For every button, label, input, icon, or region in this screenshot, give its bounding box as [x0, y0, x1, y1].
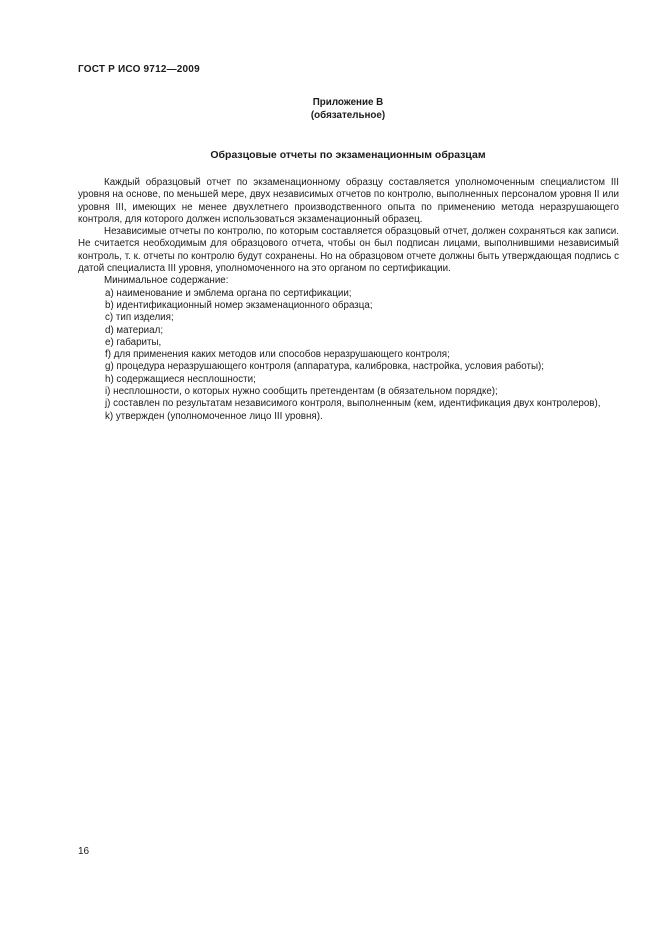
list-item: d) материал;: [105, 324, 164, 336]
list-item: j) составлен по результатам независимого контроля, выполненным (кем, идентификация двух контролеров),: [105, 398, 601, 410]
annex-label: Приложение В: [312, 97, 384, 108]
list-item: i) несплошности, о которых нужно сообщить претендентам (в обязательном порядке);: [105, 386, 498, 398]
list-item: c) тип изделия;: [105, 312, 174, 324]
paragraph-minimal-content: Минимальное содержание:: [104, 275, 229, 287]
list-item: k) утвержден (уполномоченное лицо III уровня).: [105, 410, 323, 422]
list-item: f) для применения каких методов или способов неразрушающего контроля;: [105, 349, 450, 361]
annex-block: [78, 97, 618, 122]
list-item: b) идентификационный номер экзаменационного образца;: [105, 299, 373, 311]
section-title: Образцовые отчеты по экзаменационным образцам: [210, 149, 486, 161]
list-item: e) габариты,: [105, 336, 162, 348]
annex-sublabel: (обязательное): [310, 109, 386, 121]
list-item: g) процедура неразрушающего контроля (аппаратура, калибровка, настройка, условия работы);: [105, 361, 544, 373]
document-body: [78, 177, 619, 423]
document-header: ГОСТ Р ИСО 9712—2009: [78, 64, 200, 75]
paragraph-1: Каждый образцовый отчет по экзаменационному образцу составляется уполномоченным специалистом III уровня на основе, по меньшей мере, двух независимых отчетов по контролю, выполненных персоналом уровня II или уровня III, имеющих не менее двухлетнего производственного опыта по применению метода неразрушающего контроля, для которого должен использоваться экзаменационный образец.: [78, 177, 619, 225]
list-item: h) содержащиеся несплошности;: [105, 373, 256, 385]
page-number: 16: [78, 846, 90, 857]
requirements-list: [78, 288, 619, 423]
list-item: a) наименование и эмблема органа по сертификации;: [105, 287, 352, 299]
paragraph-2: Независимые отчеты по контролю, по которым составляется образцовый отчет, должен сохраняться как записи. Не считается необходимым для образцового отчета, чтобы он был подписан лицами, выполнившими независимый контроль, т. к. отчеты по контролю будут сохранены. Но на образцовом отчете должны быть утверждающая подпись с датой специалиста III уровня, уполномоченного на это органом по сертификации.: [78, 226, 619, 275]
